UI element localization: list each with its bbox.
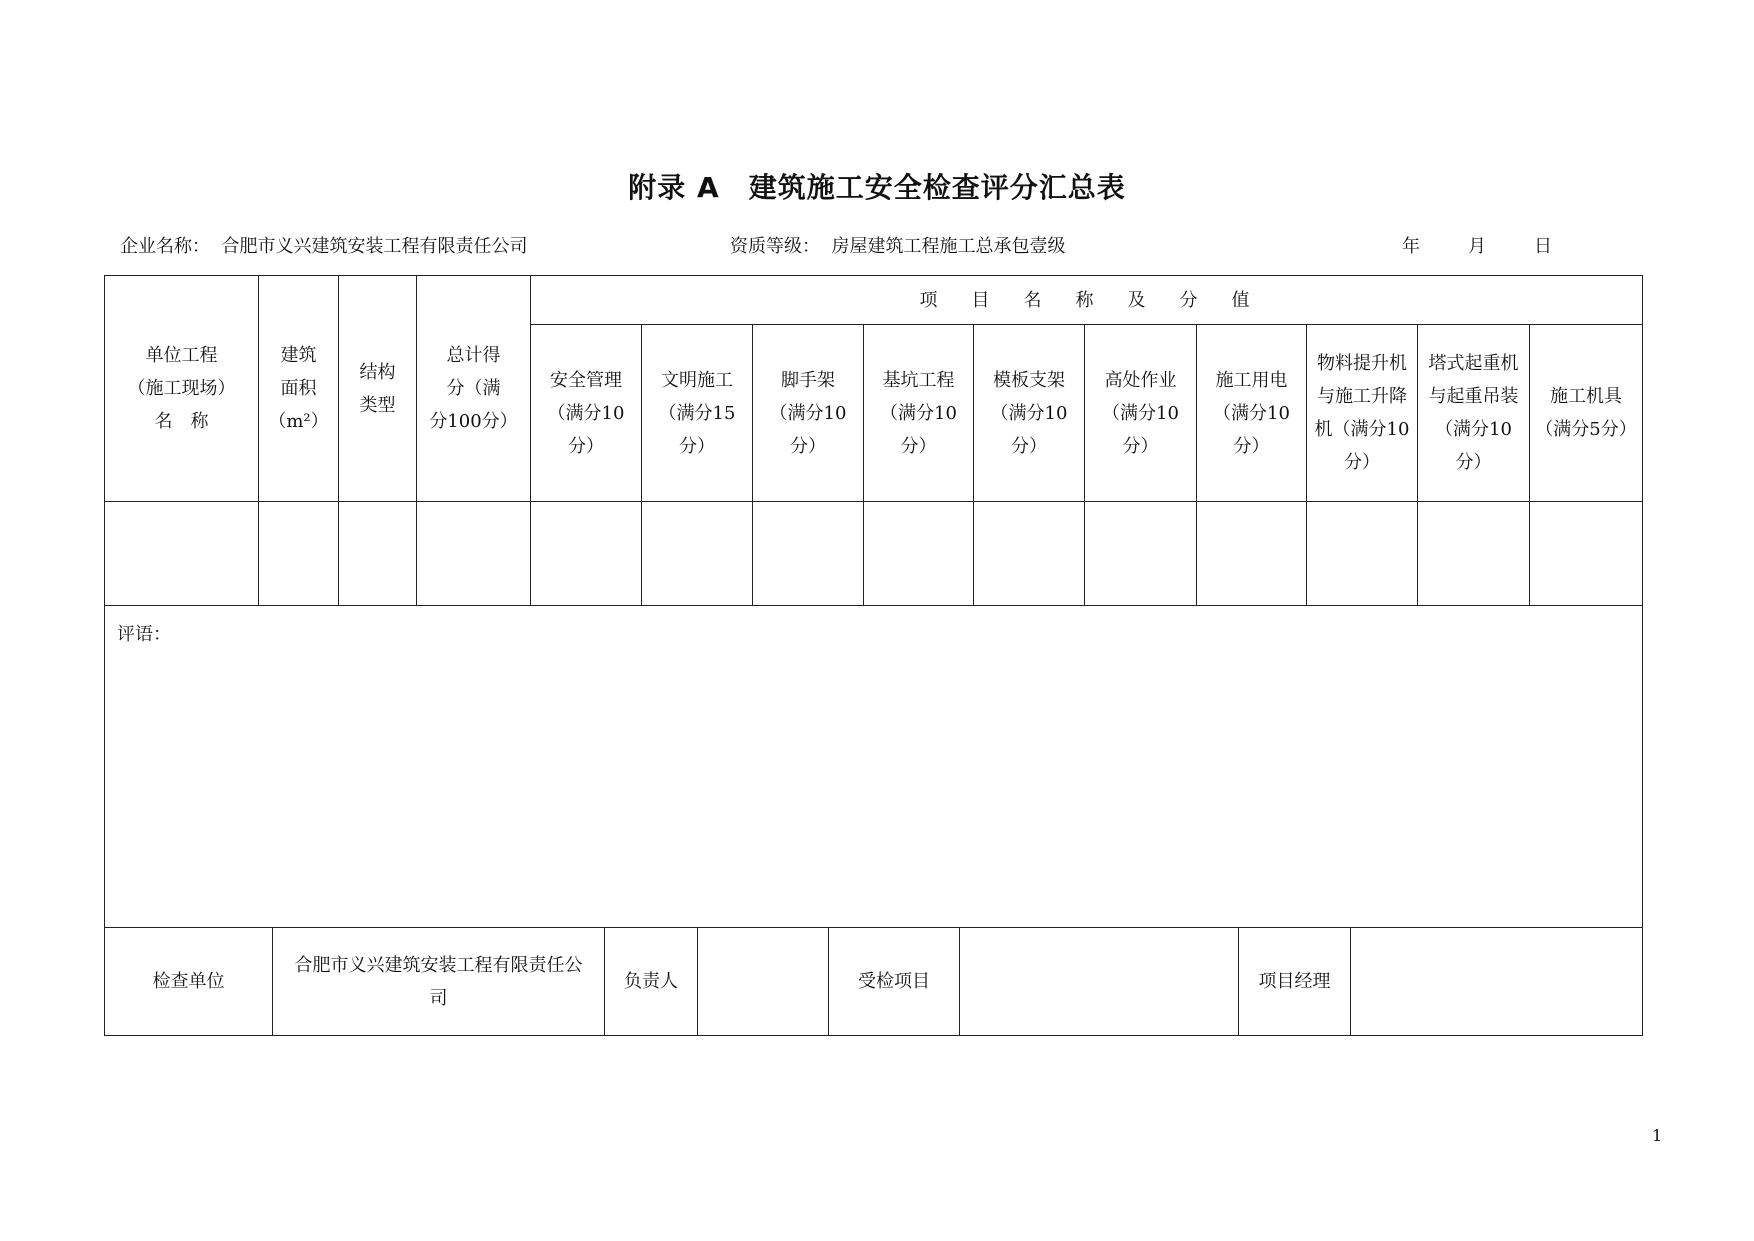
header-line: 结构 — [359, 361, 396, 383]
header-line: 塔式起重机 — [1428, 353, 1519, 374]
header-line: 建筑 — [280, 345, 317, 366]
header-line: 施工机具 — [1550, 386, 1622, 407]
cell-formwork-support[interactable] — [974, 502, 1085, 606]
qualification-label: 资质等级： — [730, 236, 820, 257]
header-line: 合肥市义兴建筑安装工程有限责任公 — [294, 954, 583, 976]
header-line: 分） — [679, 435, 715, 457]
header-building-area — [259, 276, 339, 502]
header-scaffolding — [753, 325, 864, 502]
header-line: 分） — [1122, 435, 1159, 457]
year-label: 年 — [1402, 236, 1420, 257]
header-line: 模板支架 — [993, 369, 1065, 391]
cell-work-at-height[interactable] — [1085, 502, 1197, 606]
project-manager-label: 项目经理 — [1239, 928, 1351, 1036]
header-line: （满分5分） — [1535, 419, 1637, 440]
month-label: 月 — [1468, 236, 1486, 257]
header-line: （满分10 — [880, 402, 957, 424]
cell-scaffolding[interactable] — [753, 502, 864, 606]
header-unit-project — [105, 276, 259, 502]
header-foundation-pit — [864, 325, 974, 502]
header-line: 基坑工程 — [882, 369, 955, 391]
header-line: 分） — [568, 435, 604, 457]
header-construction-electricity — [1197, 325, 1307, 502]
cell-building-area[interactable] — [259, 502, 339, 606]
header-line: 高处作业 — [1104, 369, 1177, 391]
header-line: （满分10 — [1213, 402, 1290, 424]
header-line: 名 称 — [154, 411, 209, 432]
comment-label: 评语： — [117, 624, 171, 645]
header-safety-management — [531, 325, 642, 502]
qualification-info — [730, 232, 1065, 258]
company-label: 企业名称： — [120, 236, 210, 257]
header-line: 分） — [1344, 452, 1380, 473]
cell-material-hoist[interactable] — [1307, 502, 1418, 606]
person-in-charge-label: 负责人 — [605, 928, 698, 1036]
date-field — [1402, 232, 1552, 258]
header-line: （m²） — [268, 411, 329, 432]
cell-foundation-pit[interactable] — [864, 502, 974, 606]
header-line: 面积 — [280, 378, 317, 399]
header-line: 总计得 — [446, 345, 501, 366]
header-line: （施工现场） — [127, 378, 236, 399]
page-title: 附录 A 建筑施工安全检查评分汇总表 — [628, 171, 1126, 204]
cell-construction-machinery[interactable] — [1530, 502, 1643, 606]
header-line: 与起重吊装 — [1428, 386, 1519, 407]
cell-structure-type[interactable] — [339, 502, 417, 606]
header-line: 分） — [900, 435, 937, 457]
day-label: 日 — [1534, 236, 1552, 257]
score-summary-table — [104, 275, 1643, 928]
header-line: 分） — [1233, 435, 1270, 457]
header-line: （满分10 — [990, 402, 1068, 424]
page-number: 1 — [1652, 1126, 1663, 1145]
header-line: 分） — [790, 435, 826, 457]
header-work-at-height — [1085, 325, 1197, 502]
header-line: 分） — [1455, 452, 1492, 473]
header-line: 与施工升降 — [1317, 386, 1407, 407]
cell-tower-crane[interactable] — [1418, 502, 1530, 606]
header-line: （满分10 — [547, 402, 625, 424]
inspected-project-label: 受检项目 — [829, 928, 960, 1036]
cell-construction-electricity[interactable] — [1197, 502, 1307, 606]
header-line: 类型 — [359, 394, 396, 416]
header-line: （满分10 — [1435, 419, 1512, 440]
cell-safety-management[interactable] — [531, 502, 642, 606]
inspected-project-field[interactable] — [960, 928, 1239, 1036]
header-civilized-construction — [642, 325, 753, 502]
signature-table — [104, 927, 1643, 1036]
header-line: 机（满分10 — [1314, 419, 1410, 440]
company-info — [120, 232, 527, 258]
header-line: （满分10 — [1102, 402, 1179, 424]
header-line: 安全管理 — [550, 369, 622, 391]
header-line: 分） — [1011, 435, 1047, 457]
header-formwork-support — [974, 325, 1085, 502]
header-tower-crane — [1418, 325, 1530, 502]
header-line: 单位工程 — [145, 345, 218, 366]
header-line: 物料提升机 — [1317, 353, 1407, 374]
person-in-charge-field[interactable] — [698, 928, 829, 1036]
header-line: （满分10 — [769, 402, 847, 424]
header-line: 施工用电 — [1215, 369, 1288, 391]
cell-civilized-construction[interactable] — [642, 502, 753, 606]
header-structure-type — [339, 276, 417, 502]
company-value: 合肥市义兴建筑安装工程有限责任公司 — [221, 236, 528, 257]
header-material-hoist — [1307, 325, 1418, 502]
header-line: 脚手架 — [781, 369, 835, 391]
cell-unit-project[interactable] — [105, 502, 259, 606]
project-manager-field[interactable] — [1351, 928, 1643, 1036]
comment-box[interactable] — [105, 606, 1643, 928]
header-line: 分100分） — [429, 411, 518, 432]
header-line: 文明施工 — [661, 369, 733, 391]
header-construction-machinery — [1530, 325, 1643, 502]
header-line: 分（满 — [446, 378, 501, 399]
table-row — [105, 502, 1643, 606]
cell-total-score[interactable] — [417, 502, 531, 606]
header-line: 司 — [429, 987, 448, 1009]
inspection-unit-label: 检查单位 — [105, 928, 273, 1036]
header-item-group — [531, 276, 1643, 325]
qualification-value: 房屋建筑工程施工总承包壹级 — [831, 236, 1066, 257]
inspection-unit-value — [273, 928, 605, 1036]
item-group-label: 项目名称及分值 — [919, 289, 1284, 311]
header-line: （满分15 — [658, 402, 736, 424]
header-total-score — [417, 276, 531, 502]
